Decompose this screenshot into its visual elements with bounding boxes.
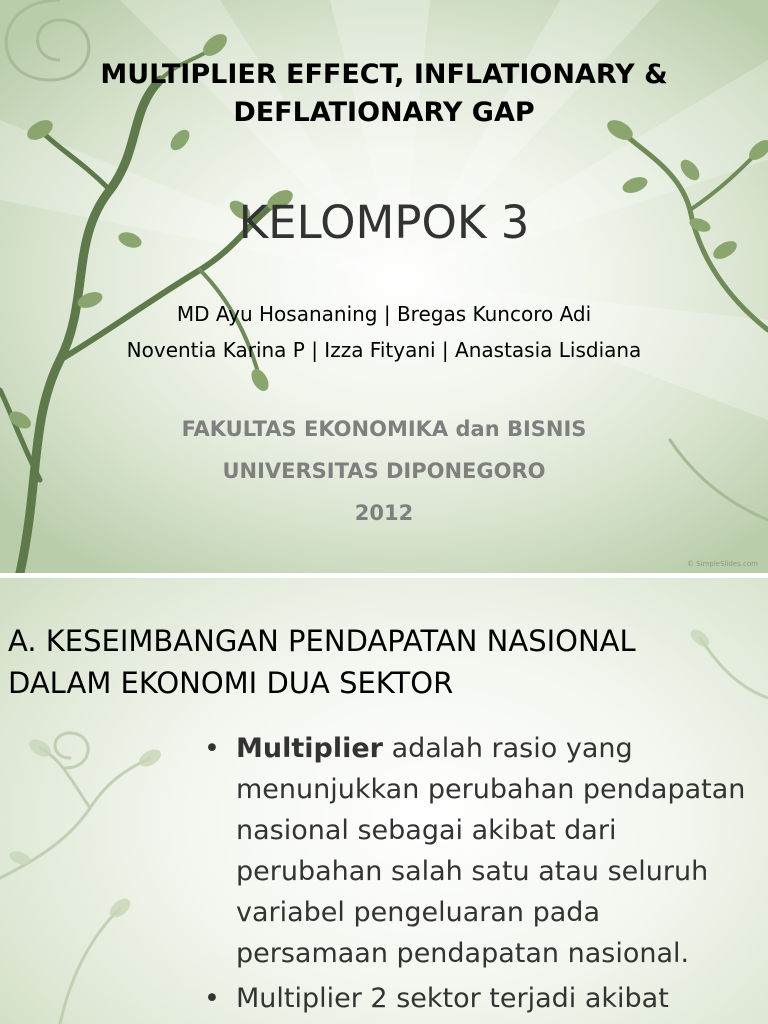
members-line-1: MD Ayu Hosananing | Bregas Kuncoro Adi <box>176 302 592 326</box>
content-slide <box>0 578 768 1024</box>
title-line-2: DEFLATIONARY GAP <box>233 97 535 128</box>
bullet-bold-term: Multiplier <box>236 733 383 764</box>
heading-line-2: DALAM EKONOMI DUA SEKTOR <box>8 666 454 700</box>
members-line-2: Noventia Karina P | Izza Fityani | Anastasia Lisdiana <box>126 338 642 362</box>
institution-block <box>0 408 768 534</box>
bullet-list <box>200 728 760 1023</box>
faculty-name: FAKULTAS EKONOMIKA dan BISNIS <box>181 417 587 441</box>
member-list <box>0 296 768 368</box>
bullet-item <box>200 728 760 974</box>
presentation-title <box>0 56 768 132</box>
year: 2012 <box>354 501 414 525</box>
template-credit: © SimpleSlides.com <box>686 560 758 568</box>
bullet-text: adalah rasio yang menunjukkan perubahan pendapatan nasional sebagai akibat dari perubahan salah satu atau seluruh variabel pengeluaran pada persamaan pendapatan nasional. <box>236 733 746 969</box>
university-name: UNIVERSITAS DIPONEGORO <box>222 459 546 483</box>
group-name: KELOMPOK 3 <box>238 196 530 249</box>
heading-line-1: A. KESEIMBANGAN PENDAPATAN NASIONAL <box>8 624 636 658</box>
title-line-1: MULTIPLIER EFFECT, INFLATIONARY & <box>100 59 668 90</box>
bullet-item <box>200 978 760 1019</box>
bullet-text: Multiplier 2 sektor terjadi akibat <box>236 983 669 1014</box>
section-heading <box>8 620 748 704</box>
